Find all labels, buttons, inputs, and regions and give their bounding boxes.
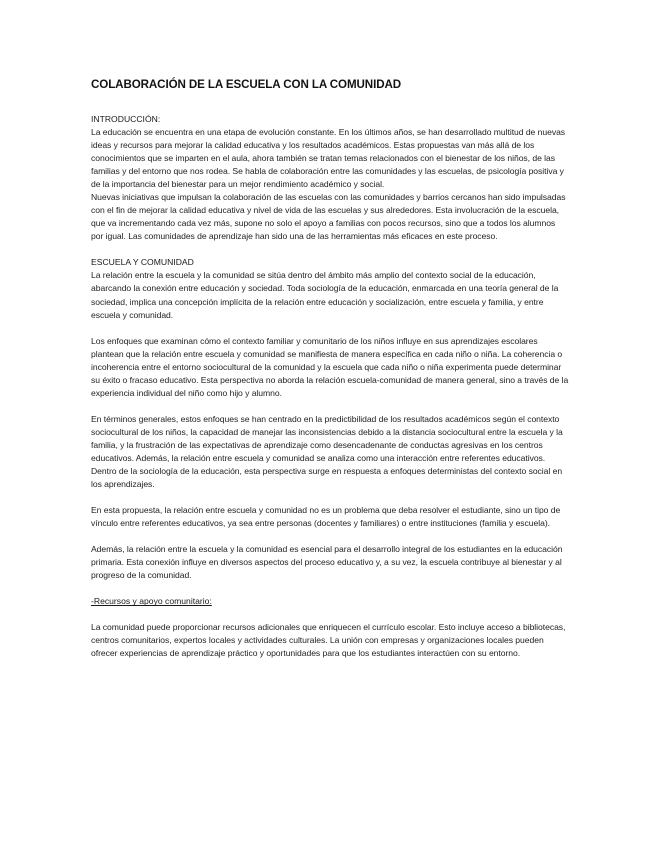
resources-paragraph-1: La comunidad puede proporcionar recursos adicionales que enriquecen el currículo escolar. Esto incluye acceso a bibliotecas, centros comunitarios, expertos locales y actividades culturales. La unión con empresas y organizaciones locales pueden ofrecer experiencias de aprendizaje práctico y oportunidades para que los estudiantes interactúen con su entorno. bbox=[91, 622, 566, 659]
school-community-heading: ESCUELA Y COMUNIDAD bbox=[91, 257, 194, 268]
intro-paragraph-2: Nuevas iniciativas que impulsan la colaboración de las escuelas con las comunidades y barrios cercanos han sido impulsadas con el fin de mejorar la calidad educativa y nivel de vida de las escuelas y sus alrededores. Esta involucración de la escuela, que va incrementando cada vez más, supone no solo el apoyo a familias con pocos recursos, sino que a todos los alumnos por igual. Las comunidades de aprendizaje han sido una de las herramientas más eficaces en este proceso. bbox=[91, 192, 566, 242]
spacer bbox=[91, 608, 569, 621]
school-community-paragraph-2: Los enfoques que examinan cómo el contexto familiar y comunitario de los niños influye en sus aprendizajes escolares plantean que la relación entre escuela y comunidad se manifiesta de manera específica en cada niño o niña. La coherencia o incoherencia entre el entorno sociocultural de la comunidad y la escuela que cada niño o niña experimenta puede determinar su éxito o fracaso educativo. Esta perspectiva no aborda la relación escuela-comunidad de manera general, sino a través de la experiencia individual del niño como hijo y alumno. bbox=[91, 335, 569, 398]
school-community-paragraph-3: En términos generales, estos enfoques se han centrado en la predictibilidad de los resultados académicos según el contexto sociocultural de los niños, la capacidad de manejar las inconsistencias debido a la distancia sociocultural entre la escuela y la familia, y la frustración de las expectativas de aprendizaje como desencadenante de conductas agresivas en los centros educativos. Además, la relación entre escuela y comunidad se analiza como una interacción entre referentes educativos. Dentro de la sociología de la educación, esta perspectiva surge en respuesta a enfoques deterministas del contexto social en los aprendizajes. bbox=[91, 413, 563, 490]
intro-heading: INTRODUCCIÓN: bbox=[91, 114, 161, 124]
spacer bbox=[91, 243, 569, 256]
intro-paragraph-1: La educación se encuentra en una etapa de evolución constante. En los últimos años, se han desarrollado multitud de nuevas ideas y recursos para mejorar la calidad educativa y los resultados académicos. Estas propuestas van más allá de los conocimientos que se imparten en el aula, ahora también se tratan temas relacionados con el bienestar de los niños, de las familias y del entorno que nos rodea. Se habla de colaboración entre las comunidades y las escuelas, de psicología positiva y de la importancia del bienestar para un mejor rendimiento académico y social. bbox=[91, 127, 566, 190]
spacer bbox=[91, 582, 569, 595]
document-page bbox=[91, 78, 569, 661]
school-community-paragraph-5: Además, la relación entre la escuela y la comunidad es esencial para el desarrollo integral de los estudiantes en la educación primaria. Esta conexión influye en diversos aspectos del proceso educativo y, a su vez, la escuela contribuye al bienestar y al progreso de la comunidad. bbox=[91, 544, 563, 581]
document-title: COLABORACIÓN DE LA ESCUELA CON LA COMUNIDAD bbox=[91, 78, 402, 91]
school-community-paragraph-4: En esta propuesta, la relación entre escuela y comunidad no es un problema que deba resolver el estudiante, sino un tipo de vínculo entre referentes educativos, ya sea entre personas (docentes y familiares) o entre instituciones (familia y escuela). bbox=[91, 505, 561, 529]
school-community-paragraph-1: La relación entre la escuela y la comunidad se sitúa dentro del ámbito más amplio del contexto social de la educación, abarcando la conexión entre educación y sociedad. Toda sociología de la educación, enmarcada en una teoría general de la sociedad, implica una concepción implícita de la relación entre educación y socialización, entre escuela y familia, y entre escuela y comunidad. bbox=[91, 270, 559, 320]
spacer bbox=[91, 400, 569, 413]
spacer bbox=[91, 491, 569, 504]
spacer bbox=[91, 530, 569, 543]
spacer bbox=[91, 322, 569, 335]
resources-heading: -Recursos y apoyo comunitario: bbox=[91, 596, 212, 607]
